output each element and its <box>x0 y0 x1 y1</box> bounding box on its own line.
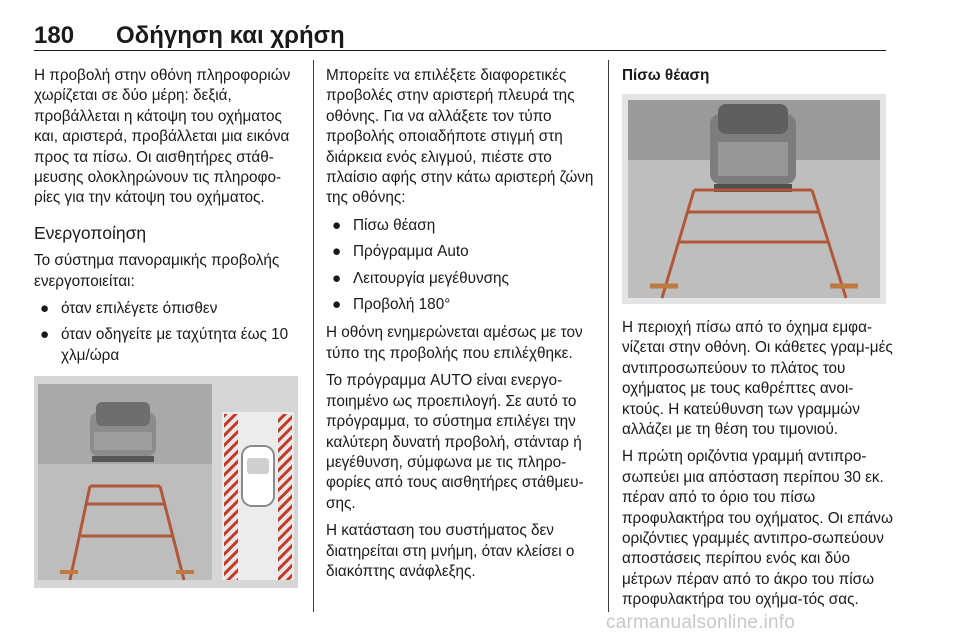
column-3-body <box>622 318 894 618</box>
system-state-paragraph: Η κατάσταση του συστήματος δεν διατηρείται στη μνήμη, όταν κλείσει ο διακόπτης ανάφλεξης. <box>326 522 575 580</box>
list-item: ● όταν επιλέγετε όπισθεν <box>34 299 302 319</box>
view-mode-list <box>326 216 596 316</box>
activation-heading: Ενεργοποίηση <box>34 222 147 243</box>
activation-list <box>34 299 302 366</box>
list-item: ● Λειτουργία μεγέθυνσης <box>326 269 596 289</box>
bullet-icon: ● <box>332 243 342 261</box>
activation-text: Το σύστημα πανοραμικής προβολής ενεργοποιείται: <box>34 252 280 290</box>
list-item: ● Προβολή 180° <box>326 295 596 315</box>
bullet-icon: ● <box>40 300 50 318</box>
list-item: ● Πίσω θέαση <box>326 216 596 236</box>
chapter-title: Οδήγηση και χρήση <box>116 22 345 49</box>
auto-program-paragraph: Το πρόγραμμα AUTO είναι ενεργο-ποιημένο ως προεπιλογή. Σε αυτό το πρόγραμμα, το σύστημα επιλέγει την καλύτερη δυνατή προβολή, στάνταρ ή μεγέθυνση, σύμφωνα με τις πληρο-φορίες από τους αισθητήρες στάθμευ-σης. <box>326 372 584 512</box>
column-2 <box>326 66 596 589</box>
rear-view-heading: Πίσω θέαση <box>622 67 710 84</box>
page-number: 180 <box>34 22 75 49</box>
car-ahead-icon <box>710 104 796 192</box>
column-divider <box>608 60 609 612</box>
intro-paragraph: Η προβολή στην οθόνη πληροφοριών χωρίζεται σε δύο μέρη: δεξιά, προβάλλεται η κάτοψη του οχήματος και, αριστερά, προβάλλεται μια εικόνα προς τα πίσω. Οι αισθητήρες στάθ-μευσης ολοκληρώνουν τις πληροφο-ρίες για την κάτοψη του οχήματος. <box>34 67 291 207</box>
car-ahead-icon <box>90 402 156 462</box>
bullet-icon: ● <box>40 326 50 344</box>
views-intro: Μπορείτε να επιλέξετε διαφορετικές προβολές στην αριστερή πλευρά της οθόνης. Για να αλλάξετε τον τύπο προβολής οποιαδήποτε στιγμή στη διάρκεια ενός ελιγμού, πιέστε στο πλαίσιο αφής στην κάτω αριστερή ζώνη της οθόνης: <box>326 67 594 207</box>
list-item: ● Πρόγραμμα Auto <box>326 242 596 262</box>
bullet-icon: ● <box>332 216 342 234</box>
top-view-car-icon <box>242 446 274 506</box>
rear-view-paragraph-2: Η πρώτη οριζόντια γραμμή αντιπρο-σωπεύει μια απόσταση περίπου 30 εκ. πέραν από το όριο του πίσω προφυλακτήρα του οχήματος. Οι επάνω οριζόντιες γραμμές αντιπρο-σωπεύουν αποστάσεις περίπου ενός και δύο μέτρων πέραν από το άκρο του πίσω προφυλακτήρα του οχήμα-τός σας. <box>622 448 893 609</box>
column-3 <box>622 66 894 94</box>
column-divider <box>313 60 314 612</box>
panoramic-view-figure <box>34 376 298 588</box>
bullet-icon: ● <box>332 296 342 314</box>
header-rule <box>34 50 886 51</box>
rear-view-paragraph-1: Η περιοχή πίσω από το όχημα εμφα-νίζεται στην οθόνη. Οι κάθετες γραμ-μές αντιπροσωπεύουν το πλάτος του οχήματος με τους καθρέπτες ανοι-κτούς. Η κατεύθυνση των γραμμών αλλάζει με τη θέση του τιμονιού. <box>622 319 893 439</box>
display-update-paragraph: Η οθόνη ενημερώνεται αμέσως με τον τύπο της προβολής που επιλέχθηκε. <box>326 324 583 362</box>
page-header <box>0 0 960 52</box>
watermark: carmanualsonline.info <box>606 612 796 633</box>
rear-view-illustration <box>622 94 886 304</box>
bullet-icon: ● <box>332 269 342 287</box>
rear-view-figure <box>622 94 886 304</box>
column-1 <box>34 66 302 409</box>
list-item: ● όταν οδηγείτε με ταχύτητα έως 10 χλμ/ώρα <box>40 326 289 364</box>
panoramic-view-illustration <box>34 376 298 588</box>
